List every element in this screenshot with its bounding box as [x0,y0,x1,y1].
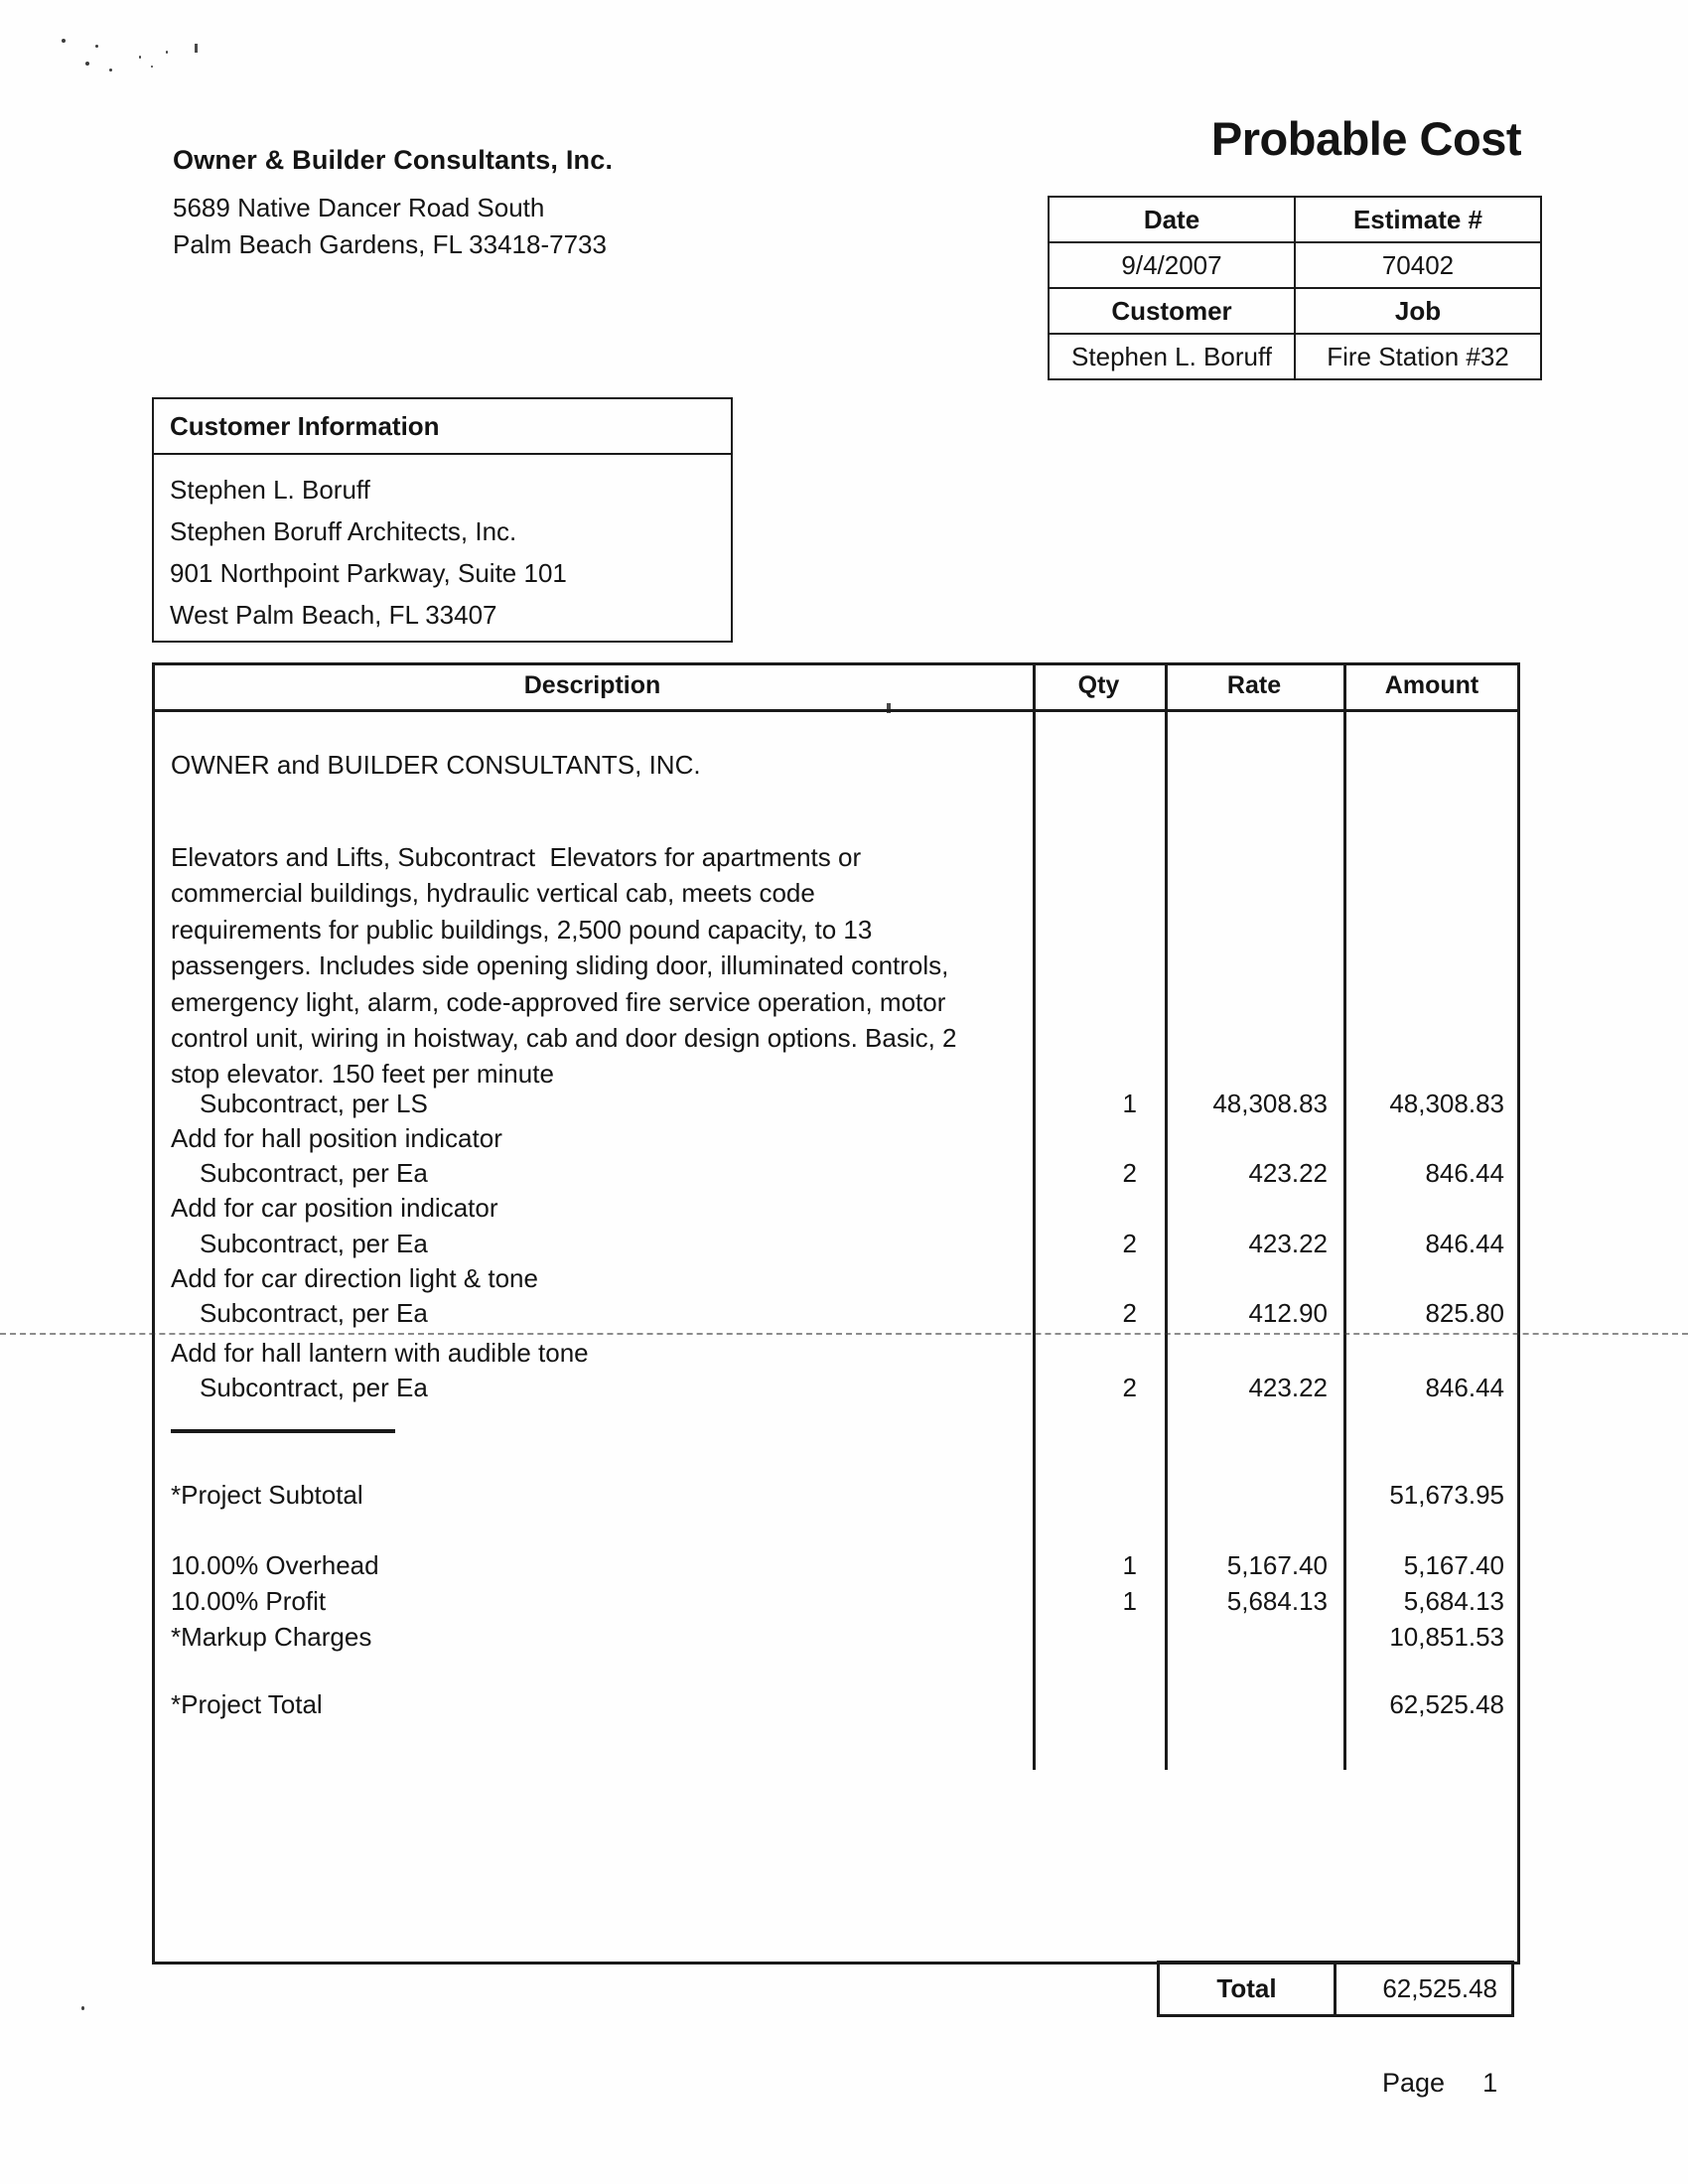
header-rate: Rate [1226,671,1282,699]
row-rate: 423.22 [1248,1228,1328,1258]
row-description: Subcontract, per Ea [200,1297,428,1328]
meta-date-label: Date [1049,197,1295,242]
scan-speckle [139,56,141,59]
subtotal-divider [171,1429,395,1433]
page-label: Page [1382,2068,1446,2098]
row-description: Add for hall position indicator [171,1122,502,1153]
meta-estimate-value: 70402 [1295,242,1541,288]
table-row [152,1120,1520,1156]
row-qty: 1 [1122,1585,1137,1616]
page-footer [1382,2068,1497,2099]
row-rate: 5,167.40 [1226,1549,1328,1580]
grand-total-box [1157,1961,1514,2017]
row-rate: 5,684.13 [1226,1585,1328,1616]
paragraph-line: Elevators and Lifts, Subcontract Elevators for apartments or [171,842,862,872]
company-block [173,145,613,263]
row-description: 10.00% Overhead [171,1549,379,1580]
item-description-paragraph [171,839,965,1092]
table-row [152,1583,1520,1619]
customer-info-line: 901 Northpoint Parkway, Suite 101 [170,558,567,588]
row-description: OWNER and BUILDER CONSULTANTS, INC. [171,749,701,780]
company-address [173,190,613,263]
grand-total-label: Total [1160,1964,1336,2014]
row-rate: 423.22 [1248,1157,1328,1188]
row-amount: 825.80 [1425,1297,1504,1328]
row-amount: 5,167.40 [1403,1549,1504,1580]
row-qty: 2 [1122,1157,1137,1188]
paragraph-line: emergency light, alarm, code-approved fire service operation, motor [171,986,946,1017]
meta-job-label: Job [1295,288,1541,334]
table-row [152,1686,1520,1722]
company-address-line1: 5689 Native Dancer Road South [173,193,545,222]
table-row [152,1226,1520,1261]
header-description: Description [523,671,661,699]
table-row [152,1295,1520,1331]
meta-estimate-label: Estimate # [1295,197,1541,242]
meta-customer-value: Stephen L. Boruff [1049,334,1295,379]
customer-info-line: Stephen Boruff Architects, Inc. [170,516,517,546]
estimate-meta-table [1048,196,1542,380]
company-address-line2: Palm Beach Gardens, FL 33418-7733 [173,229,607,259]
row-description: Subcontract, per Ea [200,1372,428,1402]
table-row [152,1335,1520,1371]
table-row [152,1619,1520,1655]
header-amount: Amount [1384,671,1479,699]
paragraph-line: passengers. Includes side opening sliding door, illuminated controls, [171,950,949,981]
row-qty: 1 [1122,1549,1137,1580]
row-description: *Project Subtotal [171,1479,363,1510]
row-description: *Markup Charges [171,1621,372,1652]
row-amount: 846.44 [1425,1372,1504,1402]
row-rate: 423.22 [1248,1372,1328,1402]
scan-speckle [109,69,112,72]
customer-info-box [152,397,733,643]
row-amount: 846.44 [1425,1157,1504,1188]
customer-info-lines [154,455,731,636]
scan-speckle [151,66,153,68]
row-qty: 2 [1122,1372,1137,1402]
scan-speckle [81,2006,84,2010]
scan-speckle [195,44,198,53]
table-row [152,1477,1520,1513]
page-number: 1 [1482,2068,1498,2098]
table-row [152,1155,1520,1191]
row-description: Subcontract, per Ea [200,1157,428,1188]
row-description: 10.00% Profit [171,1585,327,1616]
meta-job-value: Fire Station #32 [1295,334,1541,379]
row-amount: 846.44 [1425,1228,1504,1258]
customer-info-title: Customer Information [154,399,731,455]
table-row [152,1370,1520,1405]
row-amount: 10,851.53 [1389,1621,1504,1652]
document-title: Probable Cost [1210,112,1521,165]
meta-customer-label: Customer [1049,288,1295,334]
row-description: Subcontract, per Ea [200,1228,428,1258]
row-description: Add for hall lantern with audible tone [171,1337,589,1368]
row-amount: 51,673.95 [1389,1479,1504,1510]
table-row [152,1190,1520,1226]
meta-date-value: 9/4/2007 [1049,242,1295,288]
row-qty: 2 [1122,1228,1137,1258]
row-description: Add for car direction light & tone [171,1262,538,1293]
row-qty: 2 [1122,1297,1137,1328]
customer-info-line: West Palm Beach, FL 33407 [170,600,497,630]
customer-info-line: Stephen L. Boruff [170,475,370,505]
row-rate: 48,308.83 [1212,1088,1328,1118]
table-row [152,1260,1520,1296]
row-rate: 412.90 [1248,1297,1328,1328]
paragraph-line: control unit, wiring in hoistway, cab and door design options. Basic, 2 [171,1023,957,1054]
row-description: *Project Total [171,1688,323,1719]
scan-speckle [62,39,66,43]
line-items-table-header [152,662,1520,712]
scan-speckle [95,45,98,48]
header-qty: Qty [1077,671,1120,699]
row-amount: 48,308.83 [1389,1088,1504,1118]
company-name: Owner & Builder Consultants, Inc. [173,145,614,175]
scan-fold-line [0,1333,1688,1335]
table-row [152,1086,1520,1121]
table-row [152,1547,1520,1583]
row-qty: 1 [1122,1088,1137,1118]
row-description: Subcontract, per LS [200,1088,428,1118]
row-amount: 62,525.48 [1389,1688,1504,1719]
scan-speckle [85,62,89,66]
paragraph-line: requirements for public buildings, 2,500 pound capacity, to 13 [171,914,873,945]
grand-total-value: 62,525.48 [1382,1973,1497,2003]
paragraph-line: stop elevator. 150 feet per minute [171,1059,554,1090]
paragraph-line: commercial buildings, hydraulic vertical cab, meets code [171,878,815,909]
scan-speckle [166,51,168,54]
row-amount: 5,684.13 [1403,1585,1504,1616]
row-description: Add for car position indicator [171,1192,498,1223]
table-row [152,747,1520,783]
